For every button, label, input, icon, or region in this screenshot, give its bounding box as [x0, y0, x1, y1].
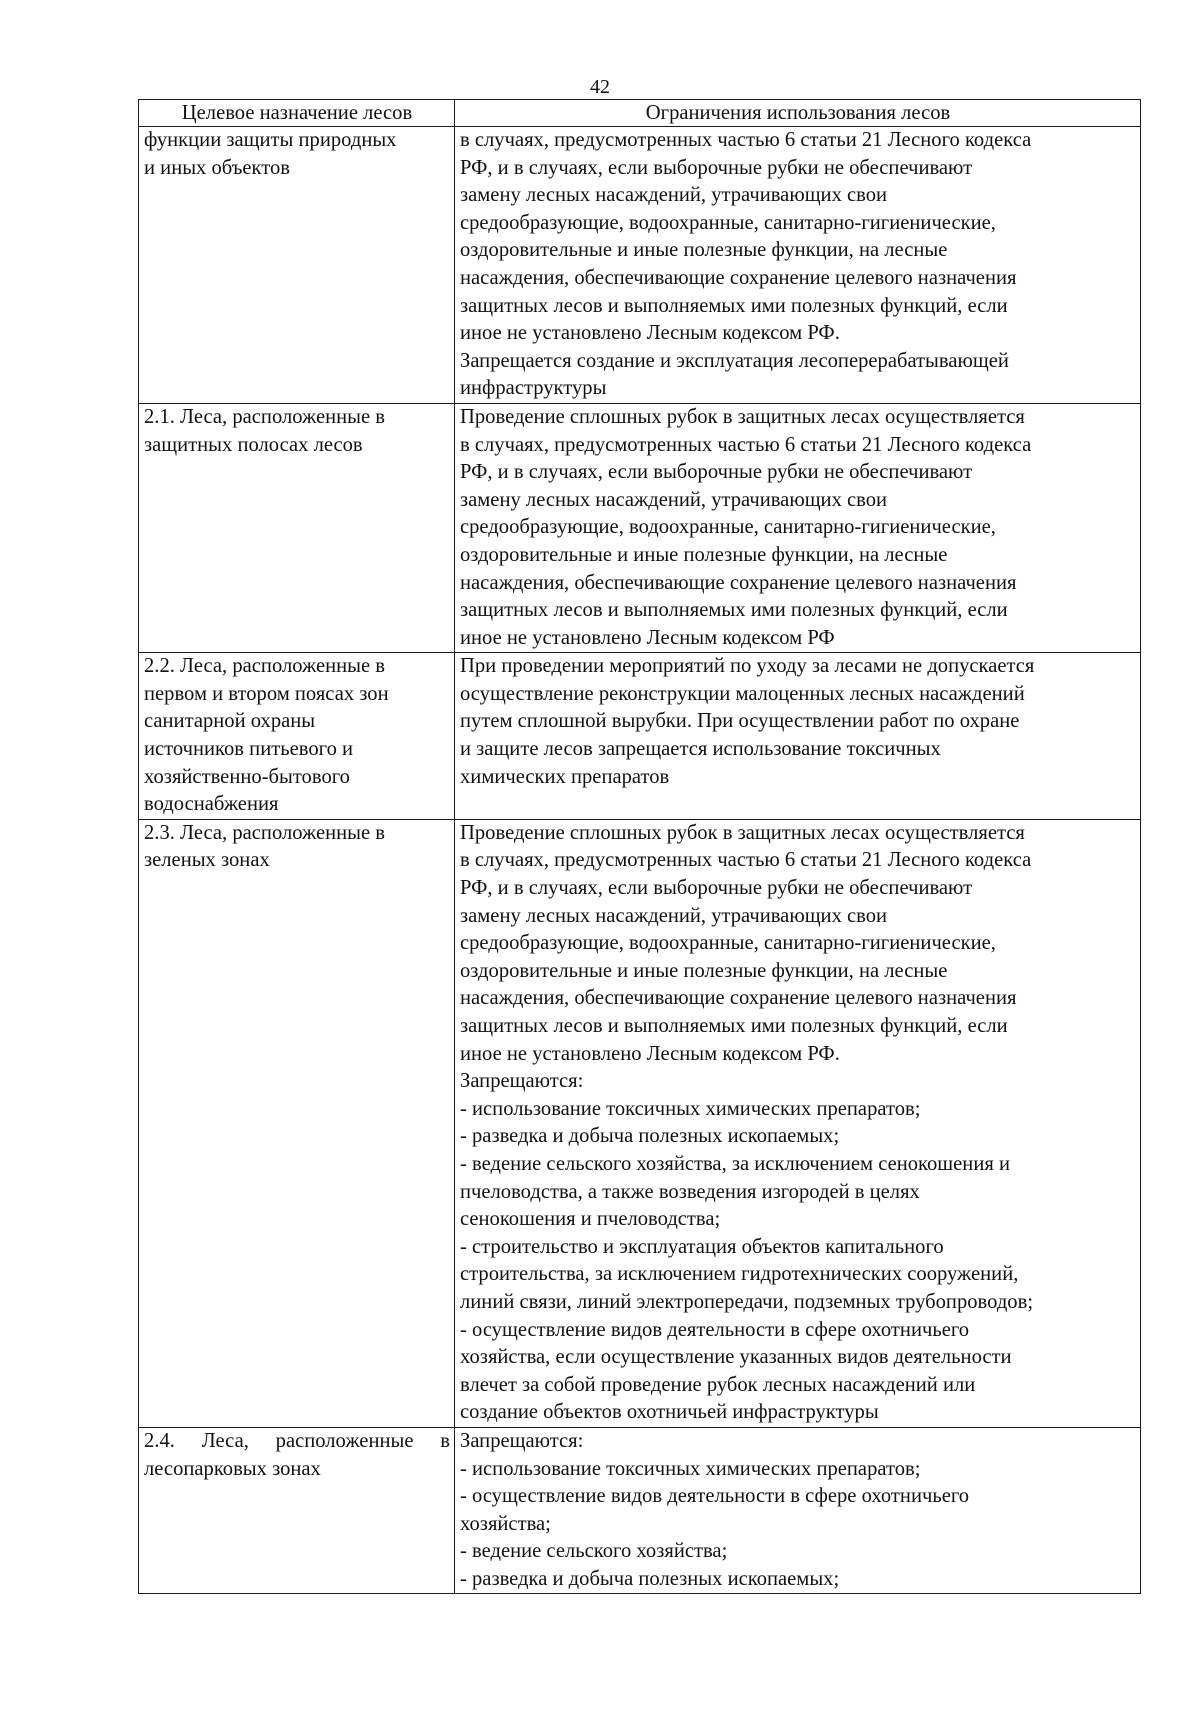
restriction-line: защитных лесов и выполняемых ими полезных функций, если: [460, 599, 1008, 622]
purpose-line: первом и втором поясах зон: [144, 682, 389, 705]
restriction-line: насаждения, обеспечивающие сохранение целевого назначения: [460, 571, 1017, 594]
restriction-line: путем сплошной вырубки. При осуществлении работ по охране: [460, 710, 1020, 733]
restriction-line: При проведении мероприятий по уходу за лесами не допускается: [460, 655, 1035, 678]
purpose-line: санитарной охраны: [144, 710, 316, 733]
restriction-line: осуществление реконструкции малоценных лесных насаждений: [460, 682, 1025, 705]
restriction-line: средообразующие, водоохранные, санитарно-гигиенические,: [460, 932, 996, 955]
table-body: [139, 127, 1141, 1594]
restriction-line: средообразующие, водоохранные, санитарно-гигиенические,: [460, 516, 996, 539]
restriction-line: насаждения, обеспечивающие сохранение целевого назначения: [460, 266, 1017, 289]
restriction-line: насаждения, обеспечивающие сохранение целевого назначения: [460, 987, 1017, 1010]
purpose-line: хозяйственно-бытового: [144, 765, 350, 788]
restriction-line: оздоровительные и иные полезные функции, на лесные: [460, 543, 948, 566]
restriction-line: химических препаратов: [460, 765, 670, 788]
table-row: [139, 127, 1141, 404]
table-row: [139, 403, 1141, 652]
restriction-line: создание объектов охотничьей инфраструктуры: [460, 1401, 879, 1424]
header-restrictions: Ограничения использования лесов: [455, 100, 1141, 127]
purpose-line: 2.3. Леса, расположенные в: [144, 821, 386, 844]
restriction-line: средообразующие, водоохранные, санитарно-гигиенические,: [460, 211, 996, 234]
restriction-line: в случаях, предусмотренных частью 6 статьи 21 Лесного кодекса: [460, 433, 1032, 456]
table-row: [139, 653, 1141, 820]
table-row: [139, 819, 1141, 1427]
restriction-line: - ведение сельского хозяйства, за исключением сенокошения и: [460, 1152, 1010, 1175]
restriction-line: - ведение сельского хозяйства;: [460, 1540, 728, 1563]
restriction-line: РФ, и в случаях, если выборочные рубки не обеспечивают: [460, 877, 973, 900]
page-number: 42: [590, 76, 610, 98]
restriction-line: хозяйства, если осуществление указанных видов деятельности: [460, 1346, 1012, 1369]
restriction-line: - строительство и эксплуатация объектов капитального: [460, 1235, 944, 1258]
restriction-line: инфраструктуры: [460, 377, 607, 400]
header-purpose: Целевое назначение лесов: [139, 100, 455, 127]
restriction-line: - осуществление видов деятельности в сфере охотничьего: [460, 1318, 970, 1341]
restrictions-cell: [455, 127, 1141, 404]
purpose-cell: [139, 403, 455, 652]
restriction-line: - осуществление видов деятельности в сфере охотничьего: [460, 1485, 970, 1508]
restriction-line: - использование токсичных химических препаратов;: [460, 1457, 921, 1480]
restriction-line: иное не установлено Лесным кодексом РФ.: [460, 1042, 840, 1065]
purpose-line: лесопарковых зонах: [144, 1457, 321, 1480]
restriction-line: строительства, за исключением гидротехнических сооружений,: [460, 1263, 1019, 1286]
purpose-cell: [139, 819, 455, 1427]
purpose-cell: [139, 653, 455, 820]
restriction-line: - разведка и добыча полезных ископаемых;: [460, 1125, 840, 1148]
restriction-line: замену лесных насаждений, утрачивающих свои: [460, 904, 888, 927]
restriction-line: Проведение сплошных рубок в защитных лесах осуществляется: [460, 821, 1025, 844]
restriction-line: Запрещается создание и эксплуатация лесоперерабатывающей: [460, 349, 1009, 372]
purpose-line: 2.1. Леса, расположенные в: [144, 405, 386, 428]
purpose-line: 2.4. Леса, расположенные в: [144, 1429, 450, 1452]
restriction-line: в случаях, предусмотренных частью 6 статьи 21 Лесного кодекса: [460, 129, 1032, 151]
purpose-line: источников питьевого и: [144, 738, 354, 761]
restriction-line: и защите лесов запрещается использование токсичных: [460, 738, 941, 761]
restriction-line: пчеловодства, а также возведения изгородей в целях: [460, 1180, 920, 1203]
restrictions-cell: [455, 653, 1141, 820]
purpose-line: защитных полосах лесов: [144, 433, 363, 456]
restrictions-cell: [455, 403, 1141, 652]
restriction-line: оздоровительные и иные полезные функции, на лесные: [460, 959, 948, 982]
restriction-line: защитных лесов и выполняемых ими полезных функций, если: [460, 294, 1008, 317]
restriction-line: замену лесных насаждений, утрачивающих свои: [460, 488, 888, 511]
purpose-line: функции защиты природных: [144, 129, 397, 151]
restrictions-cell: [455, 819, 1141, 1427]
purpose-line: и иных объектов: [144, 156, 291, 179]
restriction-line: хозяйства;: [460, 1512, 551, 1535]
restriction-line: оздоровительные и иные полезные функции, на лесные: [460, 239, 948, 262]
restriction-line: Запрещаются:: [460, 1070, 584, 1093]
purpose-line: зеленых зонах: [144, 849, 270, 872]
restriction-line: РФ, и в случаях, если выборочные рубки не обеспечивают: [460, 156, 973, 179]
restriction-line: защитных лесов и выполняемых ими полезных функций, если: [460, 1015, 1008, 1037]
purpose-line: 2.2. Леса, расположенные в: [144, 655, 386, 678]
forest-restrictions-table: [138, 99, 1141, 1594]
purpose-cell: [139, 1427, 455, 1594]
restriction-line: замену лесных насаждений, утрачивающих свои: [460, 184, 888, 207]
purpose-line: водоснабжения: [144, 793, 279, 816]
restriction-line: линий связи, линий электропередачи, подземных трубопроводов;: [460, 1290, 1034, 1313]
restriction-line: иное не установлено Лесным кодексом РФ.: [460, 322, 840, 345]
restriction-line: иное не установлено Лесным кодексом РФ: [460, 626, 835, 649]
table-row: [139, 1427, 1141, 1594]
restriction-line: РФ, и в случаях, если выборочные рубки не обеспечивают: [460, 461, 973, 484]
restriction-line: Проведение сплошных рубок в защитных лесах осуществляется: [460, 405, 1025, 428]
restriction-line: - разведка и добыча полезных ископаемых;: [460, 1567, 840, 1590]
table-header-row: [139, 100, 1141, 127]
restriction-line: Запрещаются:: [460, 1429, 584, 1452]
restriction-line: в случаях, предусмотренных частью 6 статьи 21 Лесного кодекса: [460, 849, 1032, 872]
restrictions-cell: [455, 1427, 1141, 1594]
restriction-line: влечет за собой проведение рубок лесных насаждений или: [460, 1373, 976, 1396]
restriction-line: сенокошения и пчеловодства;: [460, 1208, 721, 1231]
purpose-cell: [139, 127, 455, 404]
restriction-line: - использование токсичных химических препаратов;: [460, 1097, 921, 1120]
